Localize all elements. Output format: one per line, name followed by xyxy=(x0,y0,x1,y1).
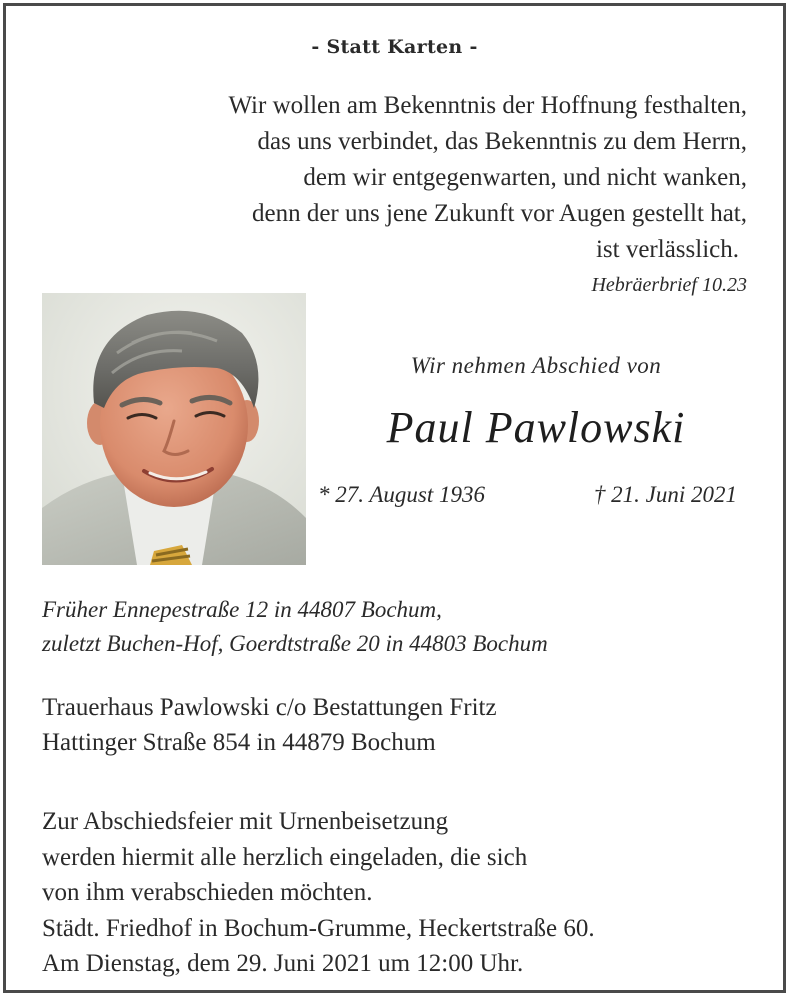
service-line: Zur Abschiedsfeier mit Urnenbeisetzung xyxy=(42,808,449,835)
address-line: Früher Ennepestraße 12 in 44807 Bochum, xyxy=(42,597,442,622)
farewell-text: Wir nehmen Abschied von xyxy=(410,353,662,378)
former-addresses xyxy=(42,593,548,661)
mourning-house xyxy=(42,690,497,760)
verse-line: ist verlässlich. xyxy=(595,236,739,263)
obituary-frame xyxy=(3,3,786,993)
bible-verse xyxy=(228,88,747,268)
verse-line: denn der uns jene Zukunft vor Augen gestellt hat, xyxy=(251,200,747,227)
birth-date: * 27. August 1936 xyxy=(318,482,485,507)
mourning-house-line: Hattinger Straße 854 in 44879 Bochum xyxy=(42,729,436,756)
verse-reference: Hebräerbrief 10.23 xyxy=(591,274,747,296)
deceased-name: Paul Pawlowski xyxy=(386,403,686,452)
service-information xyxy=(42,804,595,982)
mourning-house-line: Trauerhaus Pawlowski c/o Bestattungen Fritz xyxy=(42,694,497,721)
verse-line: das uns verbindet, das Bekenntnis zu dem Herrn, xyxy=(257,128,747,155)
service-line: Städt. Friedhof in Bochum-Grumme, Heckertstraße 60. xyxy=(42,914,595,942)
verse-line: Wir wollen am Bekenntnis der Hoffnung festhalten, xyxy=(228,92,747,119)
verse-line: dem wir entgegenwarten, und nicht wanken, xyxy=(303,164,747,191)
portrait-photo xyxy=(42,293,306,565)
statt-karten-header: - Statt Karten - xyxy=(311,36,478,58)
service-line: von ihm verabschieden möchten. xyxy=(42,879,373,906)
service-line: werden hiermit alle herzlich eingeladen, die sich xyxy=(42,843,528,871)
address-line: zuletzt Buchen-Hof, Goerdtstraße 20 in 44803 Bochum xyxy=(42,631,548,656)
service-line: Am Dienstag, dem 29. Juni 2021 um 12:00 Uhr. xyxy=(42,950,524,977)
death-date: † 21. Juni 2021 xyxy=(593,482,737,507)
